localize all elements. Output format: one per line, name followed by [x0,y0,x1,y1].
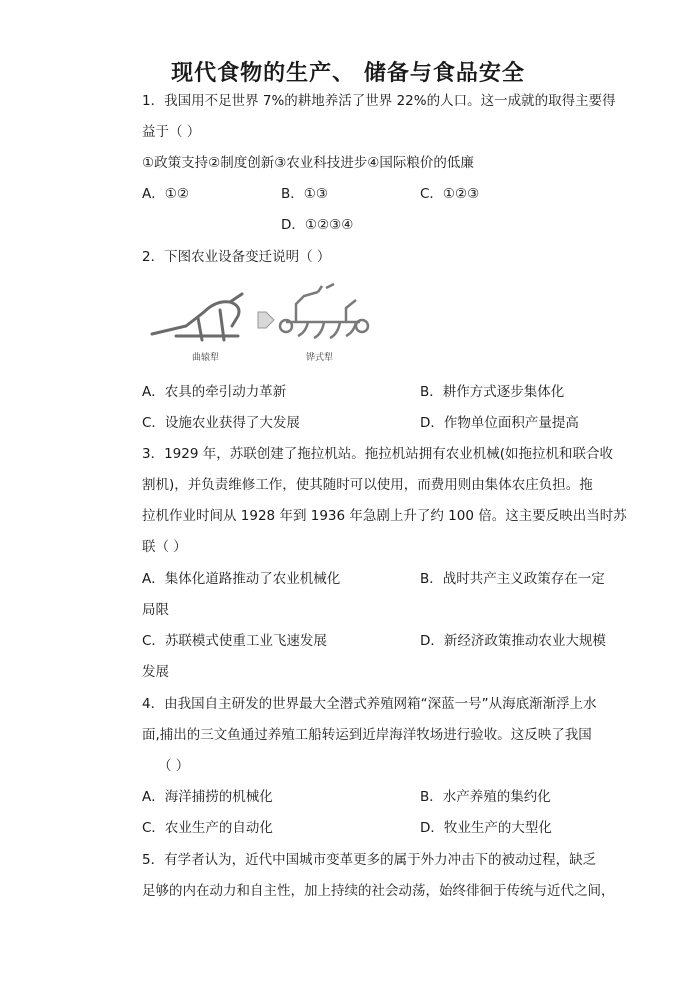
q1-option-a: A．①② [142,186,189,202]
plough-figure [146,282,376,362]
q2-option-b: B．耕作方式逐步集体化 [420,384,565,400]
q3-option-b: B．战时共产主义政策存在一定 [420,571,605,587]
q2-stem-line1: 2．下图农业设备变迁说明（ ） [142,249,331,265]
q1-stem-line2: 益于（ ） [142,124,201,140]
q4-stem-line2: 面,捕出的三文鱼通过养殖工船转运到近岸海洋牧场进行验收。这反映了我国 [142,727,592,743]
q3-option-c: C．苏联模式使重工业飞速发展 [142,633,327,649]
q2-option-c: C．设施农业获得了大发展 [142,415,300,431]
q3-stem-line2: 割机)，并负责维修工作，使其随时可以使用，而费用则由集体农庄负担。拖 [142,477,593,493]
q3-option-b-cont: 局限 [142,602,169,618]
q3-stem-line4: 联（ ） [142,539,187,555]
q4-stem-line3: （ ） [158,758,190,774]
q1-option-d: D．①②③④ [281,217,354,233]
caption-curved-plough: 曲辕犁 [192,353,220,363]
caption-moldboard-plough: 铧式犁 [306,353,334,363]
page-title: 现代食物的生产、 储备与食品安全 [171,61,525,86]
moldboard-plough-icon [280,284,368,338]
q1-option-b: B．①③ [281,186,328,202]
q4-option-c: C．农业生产的自动化 [142,820,273,836]
q5-stem-line1: 5．有学者认为，近代中国城市变革更多的属于外力冲击下的被动过程，缺乏 [142,852,597,868]
q4-option-d: D．牧业生产的大型化 [420,820,552,836]
q3-option-d-cont: 发展 [142,664,169,680]
curved-shaft-plough-icon [152,294,242,340]
q3-stem-line1: 3．1929 年，苏联创建了拖拉机站。拖拉机站拥有农业机械(如拖拉机和联合收 [142,446,614,462]
q3-stem-line3: 拉机作业时间从 1928 年到 1936 年急剧上升了约 100 倍。这主要反映出当时苏 [142,508,627,524]
q1-stem-line1: 1．我国用不足世界 7%的耕地养活了世界 22%的人口。这一成就的取得主要得 [142,93,616,109]
q1-stem-line3: ①政策支持②制度创新③农业科技进步④国际粮价的低廉 [142,155,474,171]
q3-option-a: A．集体化道路推动了农业机械化 [142,571,341,587]
plough-illustration [146,282,376,362]
q2-option-a: A．农具的牵引动力革新 [142,384,287,400]
q1-option-c: C．①②③ [420,186,480,202]
q3-option-d: D．新经济政策推动农业大规模 [420,633,606,649]
q4-option-a: A．海洋捕捞的机械化 [142,789,273,805]
q2-option-d: D．作物单位面积产量提高 [420,415,579,431]
q4-option-b: B．水产养殖的集约化 [420,789,551,805]
q5-stem-line2: 足够的内在动力和自主性，加上持续的社会动荡，始终徘徊于传统与近代之间， [142,883,615,899]
q4-stem-line1: 4．由我国自主研发的世界最大全潜式养殖网箱“深蓝一号”从海底渐渐浮上水 [142,696,597,712]
arrow-icon [258,312,274,328]
